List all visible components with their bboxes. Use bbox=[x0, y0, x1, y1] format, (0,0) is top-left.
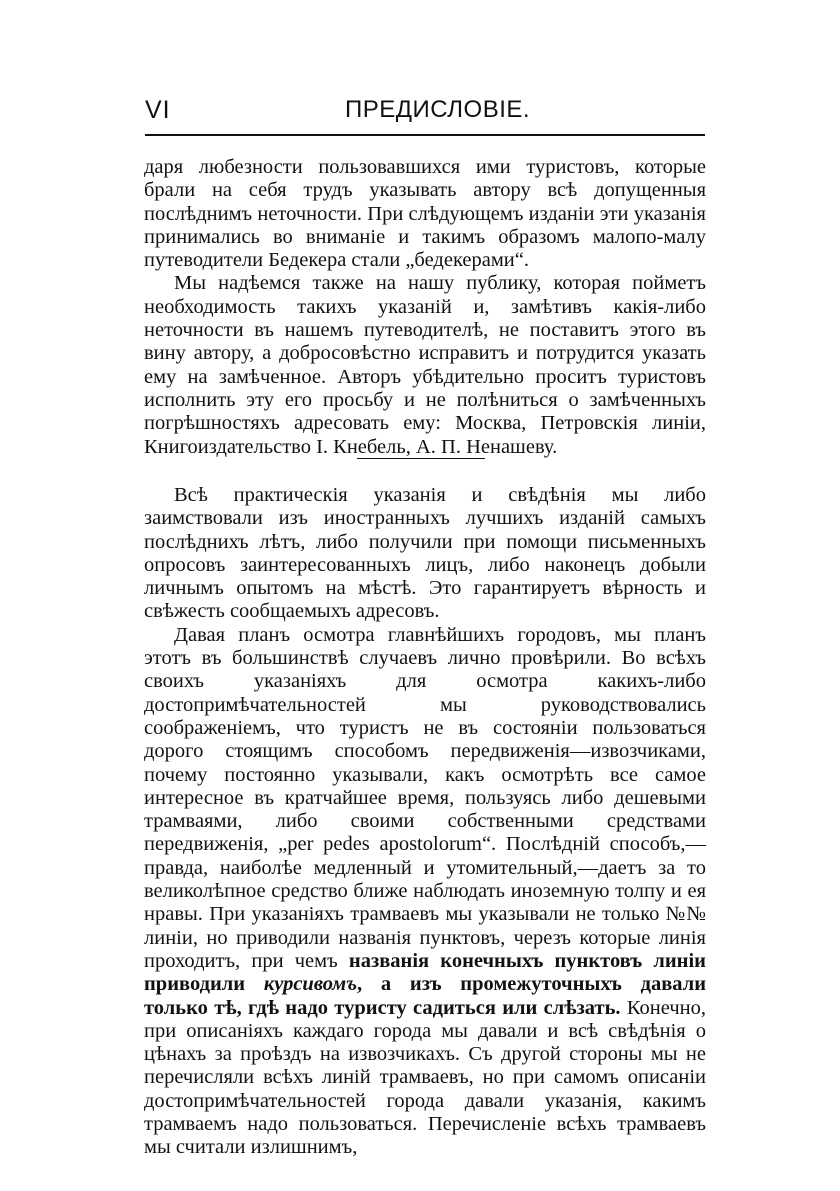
running-title: ПРЕДИСЛОВІЕ. bbox=[345, 96, 531, 123]
bold-text: названія конечныхъ пунктовъ линіи приводили bbox=[144, 949, 706, 996]
paragraph-city-plans bbox=[144, 624, 706, 1160]
bold-text-continued: , а изъ промежуточныхъ давали только тѣ, гдѣ надо туристу садиться или слѣзать. bbox=[144, 973, 707, 1019]
paragraph-practical-info: Всѣ практическія указанія и свѣдѣнія мы либо заимствовали изъ иностранныхъ лучшихъ изданій самыхъ послѣднихъ лѣтъ, либо получили при помощи письменныхъ опросовъ заинтересованныхъ лицъ, либо наконецъ добыли личнымъ опытомъ на мѣстѣ. Это гарантируетъ вѣрность и свѣжесть сообщаемыхъ адресовъ. bbox=[144, 484, 706, 623]
preface-section-2 bbox=[144, 484, 706, 1160]
page-number: VI bbox=[145, 96, 171, 124]
preface-section-1 bbox=[144, 156, 706, 459]
running-head bbox=[145, 96, 703, 130]
section-separator bbox=[357, 458, 485, 459]
paragraph-publics-request: Мы надѣемся также на нашу публику, которая пойметъ необходимость такихъ указаній и, замѣтивъ какія-либо неточности въ нашемъ путеводителѣ, не поставитъ этого въ вину автору, а добросовѣстно исправитъ и потрудится указать ему на замѣченное. Авторъ убѣдительно проситъ туристовъ исполнить эту его просьбу и не полѣниться о замѣченныхъ погрѣшностяхъ адресовать ему: Москва, Петровскія линіи, Книгоиздательство І. Кнебель, А. П. Ненашеву. bbox=[144, 272, 706, 458]
italic-term: курсивомъ bbox=[263, 973, 358, 996]
header-rule bbox=[145, 134, 705, 136]
paragraph-text-continued: Конечно, при описаніяхъ каждаго города мы давали и всѣ свѣдѣнія о цѣнахъ за проѣздъ на извозчикахъ. Съ другой стороны мы не перечисляли всѣхъ линій трамваевъ, но при самомъ описаніи достопримѣчательностей города давали указанія, какимъ трамваемъ надо пользоваться. Перечисленіе всѣхъ трамваевъ мы считали излишнимъ, bbox=[144, 996, 706, 1159]
paragraph-continuation: даря любезности пользовавшихся ими туристовъ, которые брали на себя трудъ указывать автору всѣ допущенныя послѣднимъ неточности. При слѣдующемъ изданіи эти указанія принимались во вниманіе и такимъ образомъ малопо-малу путеводители Бедекера стали „бедекерами“. bbox=[144, 156, 706, 272]
paragraph-text: Давая планъ осмотра главнѣйшихъ городовъ, мы планъ этотъ въ большинствѣ случаевъ лично провѣрили. Во всѣхъ своихъ указаніяхъ для осмотра какихъ-либо достопримѣчательностей мы руководствовались соображеніемъ, что туристъ не въ состояніи пользоваться дорого стоящимъ способомъ передвиженія—извозчиками, почему постоянно указывали, какъ осмотрѣть все самое интересное въ кратчайшее время, пользуясь либо дешевыми трамваями, либо своими собственными средствами передвиженія, „per pedes apostolorum“. Послѣдній способъ,—правда, наиболѣе медленный и утомительный,—даетъ за то великолѣпное средство ближе наблюдать иноземную толпу и ея нравы. При указаніяхъ трамваевъ мы указывали не только №№ линіи, но приводили названія пунктовъ, черезъ которые линія проходитъ, при чемъ bbox=[144, 623, 706, 972]
